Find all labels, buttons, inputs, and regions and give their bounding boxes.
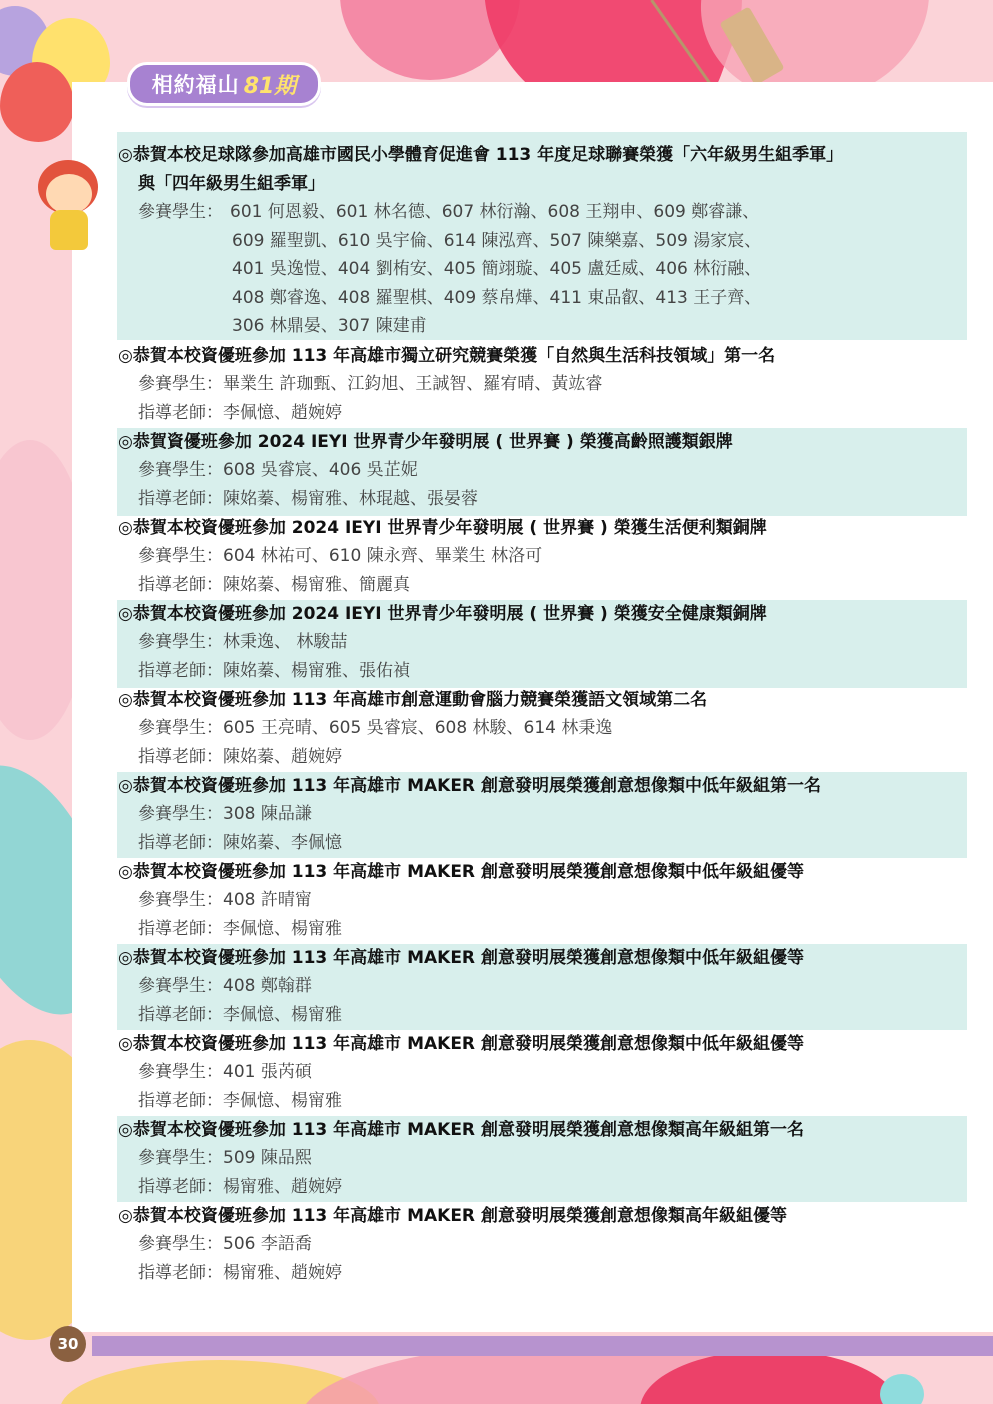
award-heading: ◎恭賀本校資優班參加 113 年高雄市 MAKER 創意發明展榮獲創意想像類高年級組優等 — [118, 1206, 787, 1226]
teachers-list: 指導老師：陳姳蓁、楊甯雅、林琨越、張晏蓉 — [138, 489, 478, 509]
participants-label: 參賽學生： — [138, 202, 223, 222]
teachers-list: 指導老師：李佩憶、楊甯雅 — [138, 919, 342, 939]
award-heading: ◎恭賀本校資優班參加 2024 IEYI 世界青少年發明展 ( 世界賽 ) 榮獲生活便利類銅牌 — [118, 518, 767, 538]
footer-bar — [92, 1336, 993, 1356]
participants-list: 參賽學生：604 林祐可、610 陳永齊、畢業生 林洛可 — [138, 546, 543, 566]
award-heading: ◎恭賀本校資優班參加 113 年高雄市 MAKER 創意發明展榮獲創意想像類中低年級組優等 — [118, 862, 804, 882]
teachers-list: 指導老師：陳姳蓁、趙婉婷 — [138, 747, 342, 767]
award-heading: ◎恭賀本校資優班參加 113 年高雄市 MAKER 創意發明展榮獲創意想像類中低年級組優等 — [118, 948, 804, 968]
page-number: 30 — [50, 1326, 86, 1362]
participants-list: 參賽學生：408 鄭翰群 — [138, 976, 312, 996]
award-heading: ◎恭賀本校資優班參加 113 年高雄市 MAKER 創意發明展榮獲創意想像類高年級組第一名 — [118, 1120, 804, 1140]
participants-list: 408 鄭睿逸、408 羅聖棋、409 蔡帛燁、411 東品叡、413 王子齊、 — [232, 288, 762, 308]
teachers-list: 指導老師：陳姳蓁、楊甯雅、簡麗真 — [138, 575, 410, 595]
participants-list: 參賽學生：506 李語喬 — [138, 1234, 312, 1254]
award-heading: ◎恭賀資優班參加 2024 IEYI 世界青少年發明展 ( 世界賽 ) 榮獲高齡照護類銀牌 — [118, 432, 733, 452]
participants-list: 609 羅聖凱、610 吳宇倫、614 陳泓齊、507 陳樂嘉、509 湯家宸、 — [232, 231, 762, 251]
participants-list: 參賽學生：608 吳睿宸、406 吳芷妮 — [138, 460, 418, 480]
participants-list: 參賽學生：401 張芮碩 — [138, 1062, 312, 1082]
participants-list: 參賽學生：408 許晴甯 — [138, 890, 312, 910]
magazine-title: 相約福山 — [151, 73, 240, 97]
teachers-list: 指導老師：李佩憶、趙婉婷 — [138, 403, 342, 423]
teachers-list: 指導老師：陳姳蓁、李佩憶 — [138, 833, 342, 853]
teachers-list: 指導老師：陳姳蓁、楊甯雅、張佑禎 — [138, 661, 410, 681]
teachers-list: 指導老師：李佩憶、楊甯雅 — [138, 1091, 342, 1111]
participants-list: 601 何恩毅、601 林名德、607 林衍瀚、608 王翔申、609 鄭睿謙、 — [230, 202, 760, 222]
award-heading: ◎恭賀本校資優班參加 2024 IEYI 世界青少年發明展 ( 世界賽 ) 榮獲安全健康類銅牌 — [118, 604, 767, 624]
teachers-list: 指導老師：楊甯雅、趙婉婷 — [138, 1177, 342, 1197]
participants-list: 參賽學生：畢業生 許珈甄、江鈞旭、王誠智、羅宥晴、黃竑睿 — [138, 374, 603, 394]
award-heading: ◎恭賀本校資優班參加 113 年高雄市創意運動會腦力競賽榮獲語文領域第二名 — [118, 690, 708, 710]
participants-list: 參賽學生：605 王亮晴、605 吳睿宸、608 林駿、614 林秉逸 — [138, 718, 613, 738]
teachers-list: 指導老師：楊甯雅、趙婉婷 — [138, 1263, 342, 1283]
award-heading: ◎恭賀本校資優班參加 113 年高雄市獨立研究競賽榮獲「自然與生活科技領域」第一名 — [118, 346, 776, 366]
issue-number: 81期 — [243, 73, 297, 99]
participants-list: 參賽學生：308 陳品謙 — [138, 804, 312, 824]
participants-list: 參賽學生：509 陳品熙 — [138, 1148, 312, 1168]
participants-list: 401 吳逸愷、404 劉栯安、405 簡翊璇、405 盧廷威、406 林衍融、 — [232, 259, 762, 279]
girl-illustration-icon — [28, 160, 118, 260]
teachers-list: 指導老師：李佩憶、楊甯雅 — [138, 1005, 342, 1025]
participants-list: 306 林鼎晏、307 陳建甫 — [232, 316, 427, 336]
magazine-title-badge — [127, 62, 321, 106]
award-heading: ◎恭賀本校資優班參加 113 年高雄市 MAKER 創意發明展榮獲創意想像類中低年級組第一名 — [118, 776, 821, 796]
award-heading: ◎恭賀本校資優班參加 113 年高雄市 MAKER 創意發明展榮獲創意想像類中低年級組優等 — [118, 1034, 804, 1054]
participants-list: 參賽學生：林秉逸、 林駿喆 — [138, 632, 348, 652]
award-heading: ◎恭賀本校足球隊參加高雄市國民小學體育促進會 113 年度足球聯賽榮獲「六年級男生組季軍」 — [118, 145, 844, 165]
award-heading: 與「四年級男生組季軍」 — [138, 174, 325, 194]
